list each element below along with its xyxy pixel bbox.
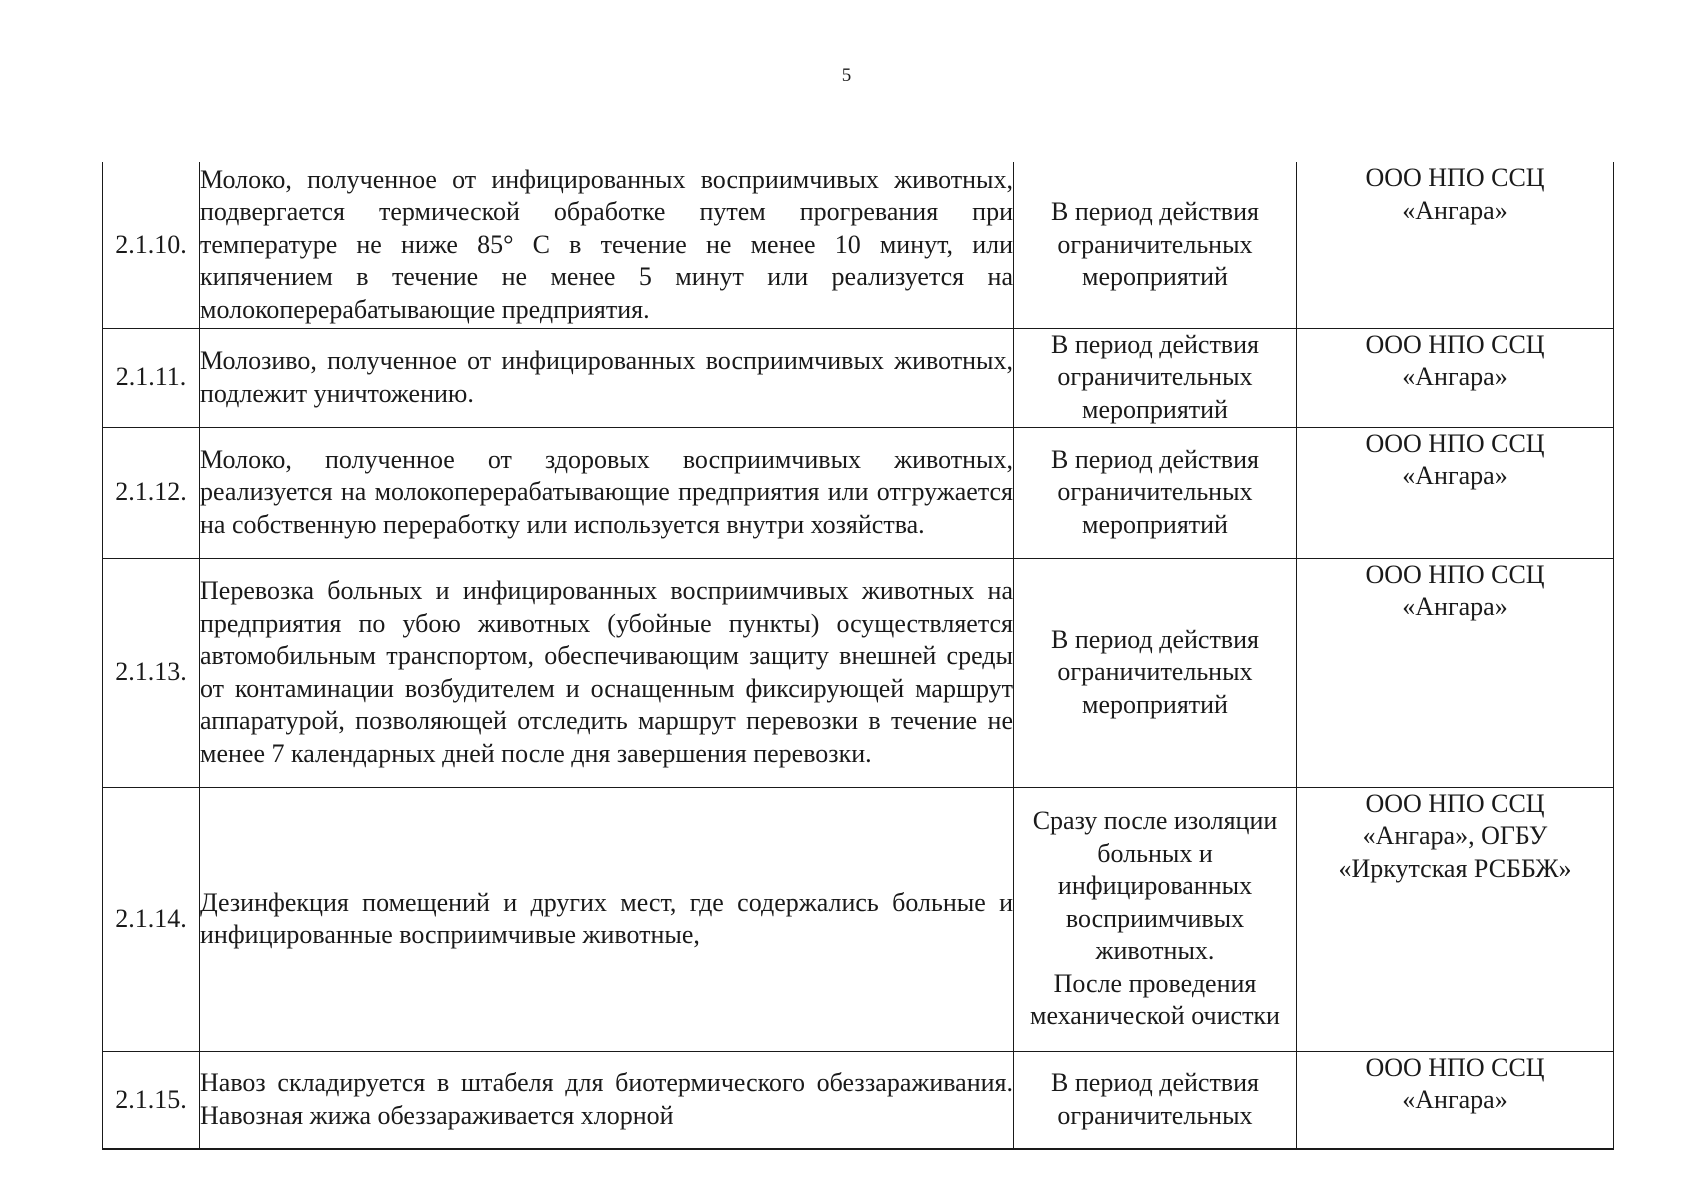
table-row <box>103 787 1614 1051</box>
table-row <box>103 558 1614 787</box>
measure-text: Молозиво, полученное от инфицированных восприимчивых животных, подлежит уничтожению. <box>200 328 1014 427</box>
measure-text: Перевозка больных и инфицированных восприимчивых животных на предприятия по убою животных (убойные пункты) осуществляется автомобильным транспортом, обеспечивающим защиту внешней среды от контаминации возбудителем и оснащенным фиксирующей маршрут аппаратурой, позволяющей отследить маршрут перевозки в течение не менее 7 календарных дней после дня завершения перевозки. <box>200 558 1014 787</box>
table-row <box>103 328 1614 427</box>
measure-term: В период действия ограничительных мероприятий <box>1014 558 1297 787</box>
measure-responsible: ООО НПО ССЦ «Ангара» <box>1297 427 1614 558</box>
measure-term: В период действия ограничительных <box>1014 1051 1297 1149</box>
measures-table <box>102 162 1614 1150</box>
measure-responsible: ООО НПО ССЦ «Ангара», ОГБУ «Иркутская РСББЖ» <box>1297 787 1614 1051</box>
measure-responsible: ООО НПО ССЦ «Ангара» <box>1297 162 1614 328</box>
item-number: 2.1.13. <box>103 558 200 787</box>
page-number: 5 <box>841 65 852 86</box>
table-row <box>103 427 1614 558</box>
measure-text: Дезинфекция помещений и других мест, где содержались больные и инфицированные восприимчивые животные, <box>200 787 1014 1051</box>
measure-term: В период действия ограничительных мероприятий <box>1014 427 1297 558</box>
item-number: 2.1.11. <box>103 328 200 427</box>
measure-term: Сразу после изоляции больных и инфицированных восприимчивых животных. После проведения механической очистки <box>1014 787 1297 1051</box>
measure-text: Молоко, полученное от здоровых восприимчивых животных, реализуется на молокоперерабатывающие предприятия или отгружается на собственную переработку или используется внутри хозяйства. <box>200 427 1014 558</box>
item-number: 2.1.15. <box>103 1051 200 1149</box>
item-number: 2.1.10. <box>103 162 200 328</box>
table-row <box>103 1051 1614 1149</box>
item-number: 2.1.14. <box>103 787 200 1051</box>
measure-term: В период действия ограничительных мероприятий <box>1014 162 1297 328</box>
measure-responsible: ООО НПО ССЦ «Ангара» <box>1297 328 1614 427</box>
item-number: 2.1.12. <box>103 427 200 558</box>
measure-responsible: ООО НПО ССЦ «Ангара» <box>1297 558 1614 787</box>
measure-term: В период действия ограничительных мероприятий <box>1014 328 1297 427</box>
measure-text: Навоз складируется в штабеля для биотермического обеззараживания. Навозная жижа обеззараживается хлорной <box>200 1051 1014 1149</box>
table-row <box>103 162 1614 328</box>
measure-text: Молоко, полученное от инфицированных восприимчивых животных, подвергается термической обработке путем прогревания при температуре не ниже 85° С в течение не менее 10 минут, или кипячением в течение не менее 5 минут или реализуется на молокоперерабатывающие предприятия. <box>200 162 1014 328</box>
measure-responsible: ООО НПО ССЦ «Ангара» <box>1297 1051 1614 1149</box>
